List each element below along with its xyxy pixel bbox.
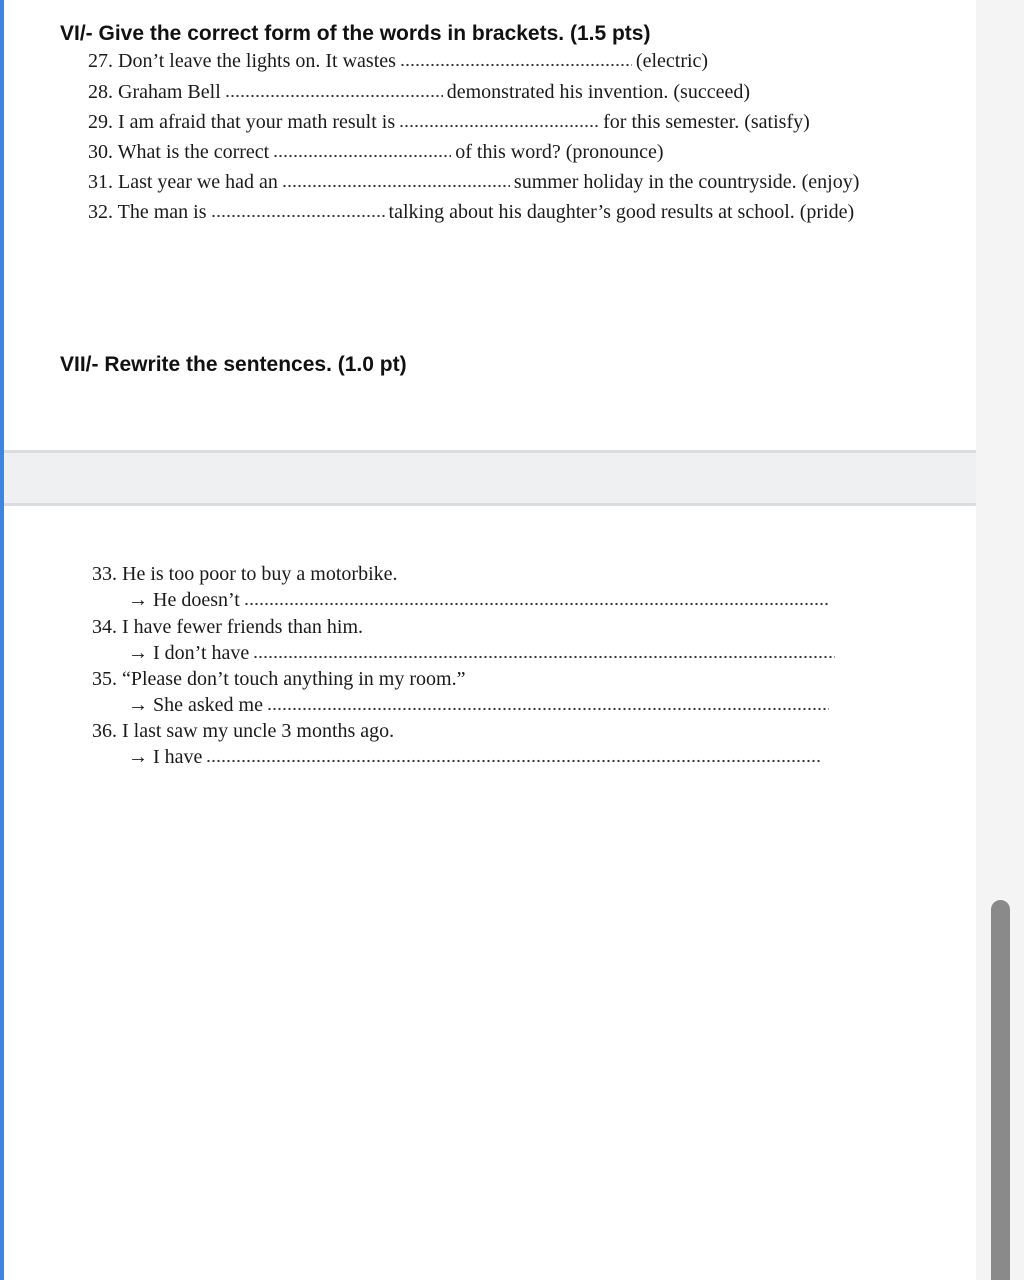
question-32: 32. The man is talking about his daughter’s good results at school. (pride) <box>88 201 855 223</box>
question-35: 35. “Please don’t touch anything in my room.” <box>92 668 466 690</box>
section-6-heading: VI/- Give the correct form of the words in brackets. (1.5 pts) <box>60 22 651 45</box>
answer-blank-35[interactable] <box>267 697 829 711</box>
question-30: 30. What is the correct of this word? (pronounce) <box>88 141 664 163</box>
answer-blank-32[interactable] <box>211 204 385 218</box>
question-33: 33. He is too poor to buy a motorbike. <box>92 563 398 585</box>
question-36: 36. I last saw my uncle 3 months ago. <box>92 720 395 742</box>
answer-line-33: → He doesn’t <box>128 587 834 613</box>
answer-blank-28[interactable] <box>225 84 443 98</box>
section-7-heading: VII/- Rewrite the sentences. (1.0 pt) <box>60 353 407 376</box>
question-34: 34. I have fewer friends than him. <box>92 616 364 638</box>
arrow-icon: → <box>128 694 148 716</box>
scrollbar-thumb[interactable] <box>991 900 1010 1280</box>
arrow-icon: → <box>128 589 148 611</box>
answer-line-34: → I don’t have <box>128 640 839 666</box>
answer-blank-31[interactable] <box>282 174 510 188</box>
answer-blank-34[interactable] <box>253 645 835 659</box>
question-29: 29. I am afraid that your math result is for this semester. (satisfy) <box>88 111 810 133</box>
arrow-icon: → <box>128 642 148 664</box>
question-27: 27. Don’t leave the lights on. It wastes (electric) <box>88 50 709 72</box>
page-break <box>4 450 976 506</box>
answer-blank-29[interactable] <box>399 114 599 128</box>
answer-blank-30[interactable] <box>273 144 451 158</box>
answer-blank-33[interactable] <box>244 592 830 606</box>
arrow-icon: → <box>128 746 148 768</box>
answer-line-35: → She asked me <box>128 692 833 718</box>
question-31: 31. Last year we had an summer holiday in the countryside. (enjoy) <box>88 171 860 193</box>
answer-blank-27[interactable] <box>400 53 632 67</box>
answer-line-36: → I have <box>128 744 826 770</box>
question-28: 28. Graham Bell demonstrated his invention. (succeed) <box>88 81 750 103</box>
answer-blank-36[interactable] <box>206 749 822 763</box>
page-left-border <box>0 0 4 1280</box>
